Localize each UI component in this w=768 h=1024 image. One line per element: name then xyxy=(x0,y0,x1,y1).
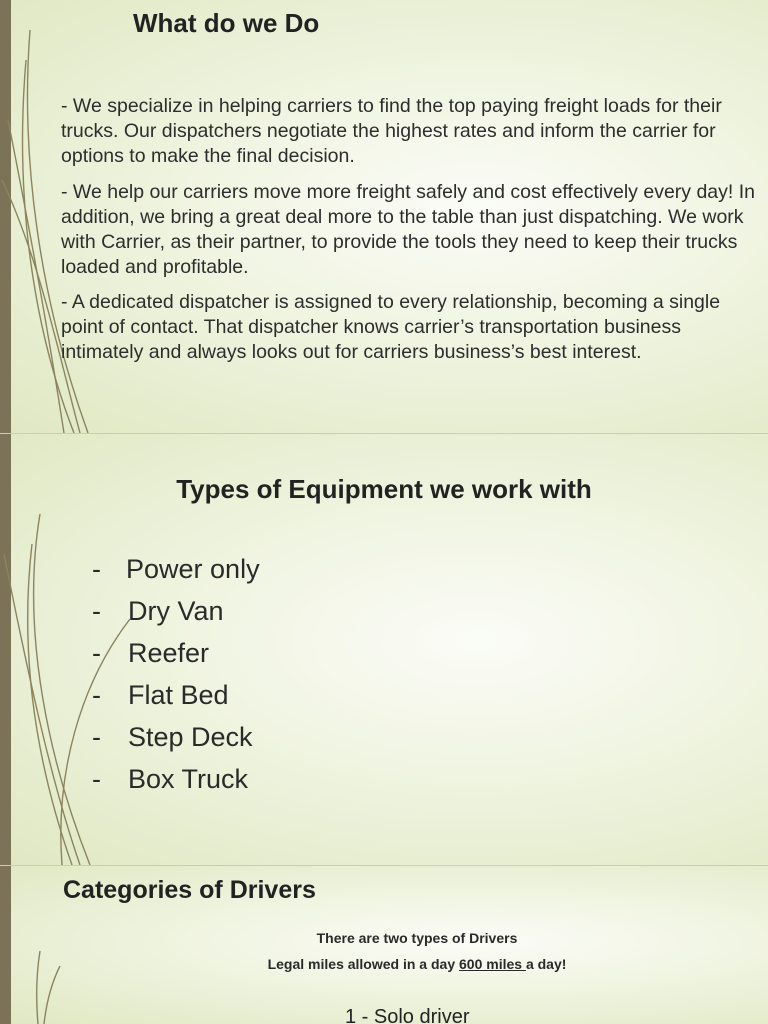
drivers-intro: There are two types of Drivers xyxy=(316,930,518,946)
slide-equipment: Types of Equipment we work with - Power only - Dry Van - Reefer - Flat Bed - Step Deck - Box Truck xyxy=(0,434,768,865)
section-title: Types of Equipment we work with xyxy=(176,474,592,504)
miles-highlight: 600 miles xyxy=(459,956,526,972)
driver-type-1: 1 - Solo driver xyxy=(345,1006,470,1024)
paragraph-2: - We help our carriers move more freight safely and cost effectively every day! In addition, we bring a great deal more to the table than just dispatching. We work with Carrier, as their partner, to provide the tools they need to keep their trucks loaded and profitable. xyxy=(61,181,755,278)
slide-drivers xyxy=(0,866,768,1024)
legal-miles-note: Legal miles allowed in a day 600 miles a day! xyxy=(267,956,567,972)
slide-what-we-do xyxy=(0,0,768,433)
page-title: What do we Do xyxy=(133,8,320,38)
paragraph-3: - A dedicated dispatcher is assigned to every relationship, becoming a single point of contact. That dispatcher knows carrier’s transportation business intimately and always looks out for carriers business’s best interest. xyxy=(61,291,721,363)
paragraph-1: - We specialize in helping carriers to find the top paying freight loads for their trucks. Our dispatchers negotiate the highest rates and inform the carrier for options to make the final decision. xyxy=(61,95,722,167)
section-title: Categories of Drivers xyxy=(63,876,316,904)
